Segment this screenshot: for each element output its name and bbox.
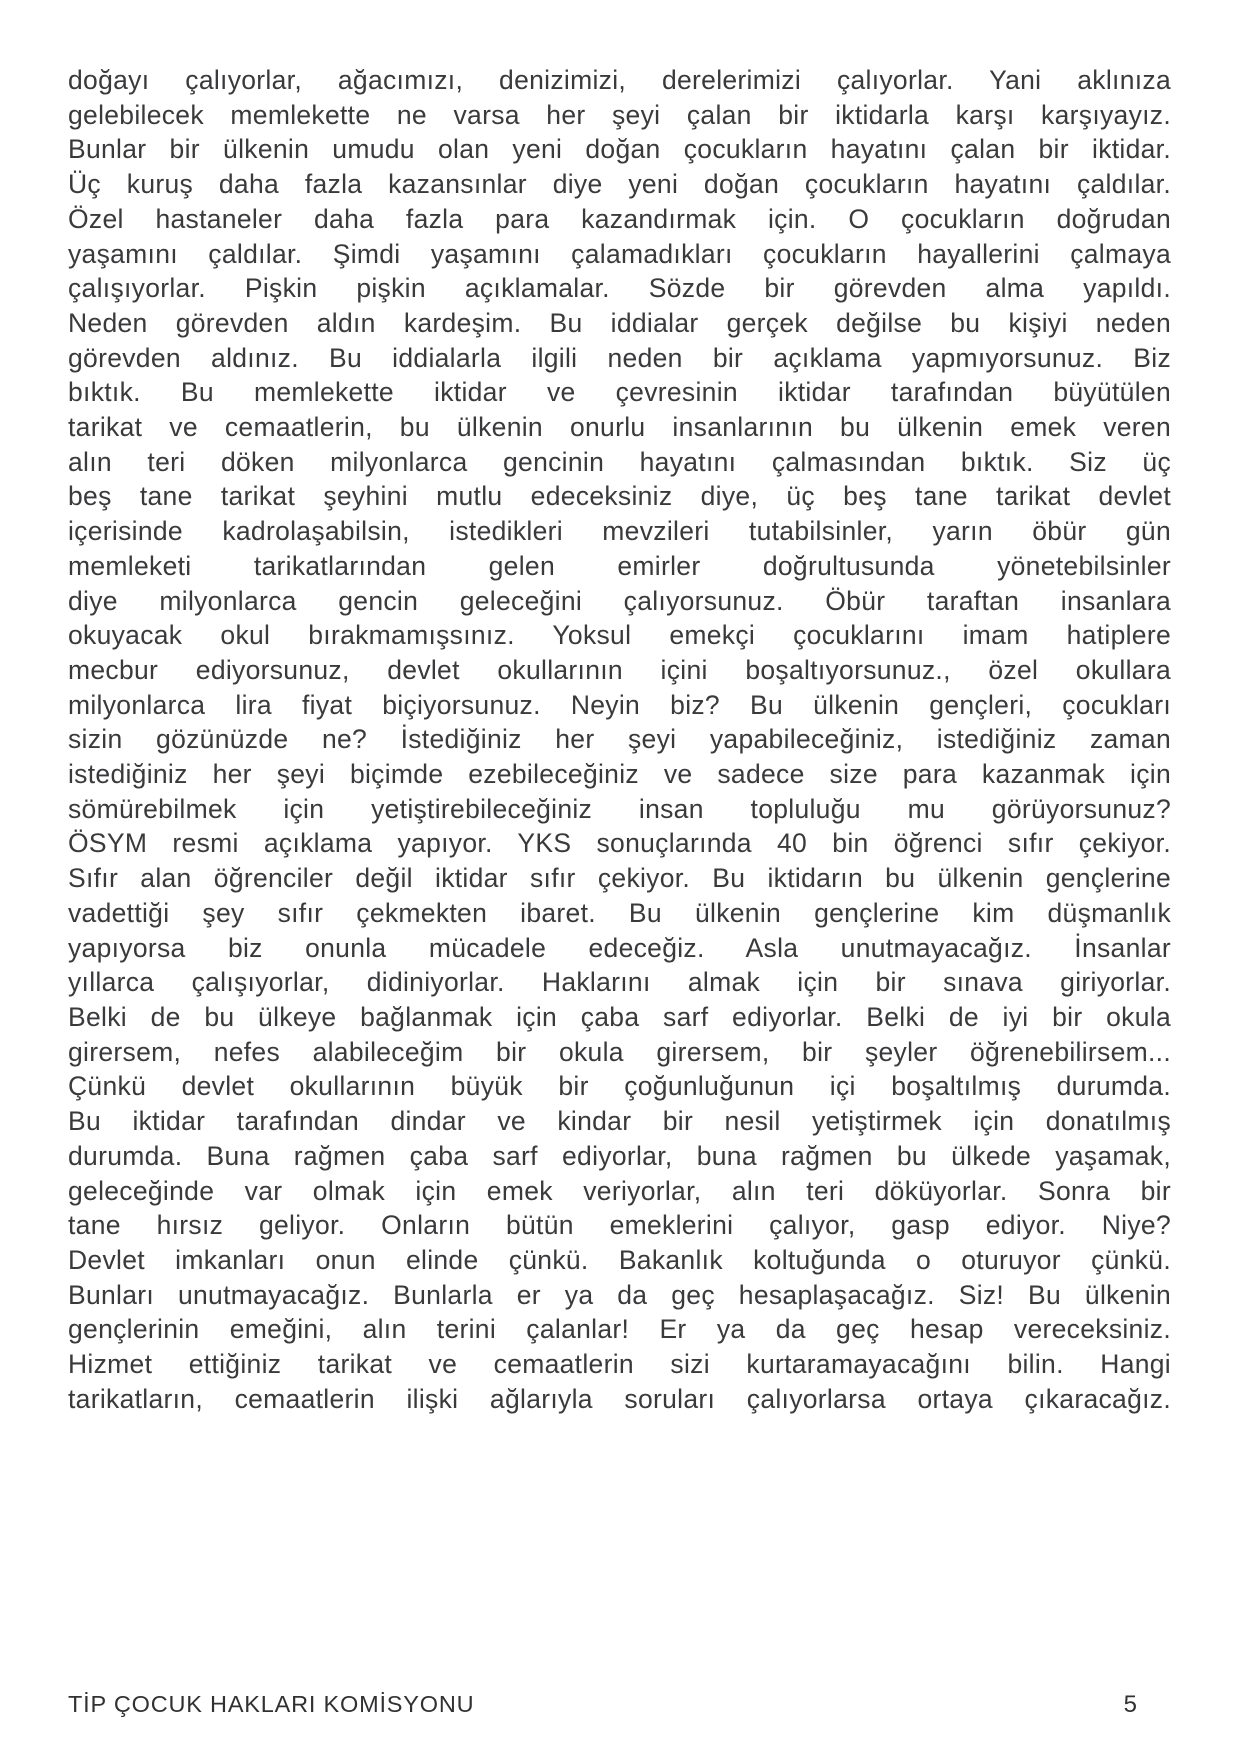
text-line: yapıyorsa biz onunla mücadele edeceğiz. Asla unutmayacağız. İnsanlar — [68, 932, 1171, 963]
text-line: diye milyonlarca gencin geleceğini çalıyorsunuz. Öbür taraftan insanlara — [68, 585, 1171, 616]
body-text — [68, 63, 1171, 1416]
text-line: Neden görevden aldın kardeşim. Bu iddialar gerçek değilse bu kişiyi neden — [68, 307, 1171, 338]
text-line: milyonlarca lira fiyat biçiyorsunuz. Neyin biz? Bu ülkenin gençleri, çocukları — [68, 689, 1171, 720]
text-line: sizin gözünüzde ne? İstediğiniz her şeyi yapabileceğiniz, istediğiniz zaman — [68, 724, 1171, 755]
text-line: girersem, nefes alabileceğim bir okula girersem, bir şeyler öğrenebilirsem... — [68, 1036, 1171, 1067]
text-line: Sıfır alan öğrenciler değil iktidar sıfır çekiyor. Bu iktidarın bu ülkenin gençlerine — [68, 863, 1171, 894]
text-line: Bunları unutmayacağız. Bunlarla er ya da geç hesaplaşacağız. Siz! Bu ülkenin — [68, 1279, 1171, 1310]
text-line: vadettiği şey sıfır çekmekten ibaret. Bu ülkenin gençlerine kim düşmanlık — [68, 897, 1171, 928]
text-line: gençlerinin emeğini, alın terini çalanlar! Er ya da geç hesap vereceksiniz. — [68, 1314, 1171, 1345]
text-line: alın teri döken milyonlarca gencinin hayatını çalmasından bıktık. Siz üç — [68, 446, 1171, 477]
text-line: Bunlar bir ülkenin umudu olan yeni doğan çocukların hayatını çalan bir iktidar. — [68, 134, 1171, 165]
text-line: Belki de bu ülkeye bağlanmak için çaba sarf ediyorlar. Belki de iyi bir okula — [68, 1001, 1171, 1032]
text-line: tane hırsız geliyor. Onların bütün emeklerini çalıyor, gasp ediyor. Niye? — [68, 1210, 1171, 1241]
text-line: geleceğinde var olmak için emek veriyorlar, alın teri döküyorlar. Sonra bir — [68, 1175, 1171, 1206]
text-line: tarikatların, cemaatlerin ilişki ağlarıyla soruları çalıyorlarsa ortaya çıkaracağız. — [68, 1383, 1171, 1414]
text-line: yaşamını çaldılar. Şimdi yaşamını çalamadıkları çocukların hayallerini çalmaya — [68, 238, 1171, 269]
text-line: istediğiniz her şeyi biçimde ezebileceğiniz ve sadece size para kazanmak için — [68, 759, 1171, 790]
text-line: Bu iktidar tarafından dindar ve kindar bir nesil yetiştirmek için donatılmış — [68, 1106, 1171, 1137]
page-number: 5 — [1123, 1691, 1137, 1718]
text-line: doğayı çalıyorlar, ağacımızı, denizimizi, derelerimizi çalıyorlar. Yani aklınıza — [68, 65, 1171, 95]
text-line: Çünkü devlet okullarının büyük bir çoğunluğunun içi boşaltılmış durumda. — [68, 1071, 1171, 1102]
text-line: bıktık. Bu memlekette iktidar ve çevresinin iktidar tarafından büyütülen — [68, 377, 1171, 408]
text-line: sömürebilmek için yetiştirebileceğiniz insan topluluğu mu görüyorsunuz? — [68, 793, 1171, 824]
text-line: Özel hastaneler daha fazla para kazandırmak için. O çocukların doğrudan — [68, 203, 1171, 234]
text-line: Hizmet ettiğiniz tarikat ve cemaatlerin sizi kurtaramayacağını bilin. Hangi — [68, 1349, 1171, 1380]
footer-running-title: TİP ÇOCUK HAKLARI KOMİSYONU — [68, 1691, 475, 1717]
text-line: içerisinde kadrolaşabilsin, istedikleri mevzileri tutabilsinler, yarın öbür gün — [68, 516, 1171, 547]
text-line: Üç kuruş daha fazla kazansınlar diye yeni doğan çocukların hayatını çaldılar. — [68, 169, 1171, 200]
text-line: mecbur ediyorsunuz, devlet okullarının içini boşaltıyorsunuz., özel okullara — [68, 654, 1171, 685]
text-line: durumda. Buna rağmen çaba sarf ediyorlar, buna rağmen bu ülkede yaşamak, — [68, 1140, 1171, 1171]
text-line: görevden aldınız. Bu iddialarla ilgili neden bir açıklama yapmıyorsunuz. Biz — [68, 342, 1171, 373]
text-line: beş tane tarikat şeyhini mutlu edeceksiniz diye, üç beş tane tarikat devlet — [68, 481, 1171, 512]
text-line: gelebilecek memlekette ne varsa her şeyi çalan bir iktidarla karşı karşıyayız. — [68, 99, 1171, 130]
text-line: yıllarca çalışıyorlar, didiniyorlar. Haklarını almak için bir sınava giriyorlar. — [68, 967, 1171, 998]
text-line: memleketi tarikatlarından gelen emirler doğrultusunda yönetebilsinler — [68, 550, 1171, 581]
text-line: ÖSYM resmi açıklama yapıyor. YKS sonuçlarında 40 bin öğrenci sıfır çekiyor. — [68, 828, 1171, 859]
text-line: Devlet imkanları onun elinde çünkü. Bakanlık koltuğunda o oturuyor çünkü. — [68, 1244, 1171, 1275]
text-line: tarikat ve cemaatlerin, bu ülkenin onurlu insanlarının bu ülkenin emek veren — [68, 412, 1171, 443]
text-line: okuyacak okul bırakmamışsınız. Yoksul emekçi çocuklarını imam hatiplere — [68, 620, 1171, 651]
text-line: çalışıyorlar. Pişkin pişkin açıklamalar. Sözde bir görevden alma yapıldı. — [68, 273, 1171, 304]
page-footer — [68, 1691, 1137, 1719]
